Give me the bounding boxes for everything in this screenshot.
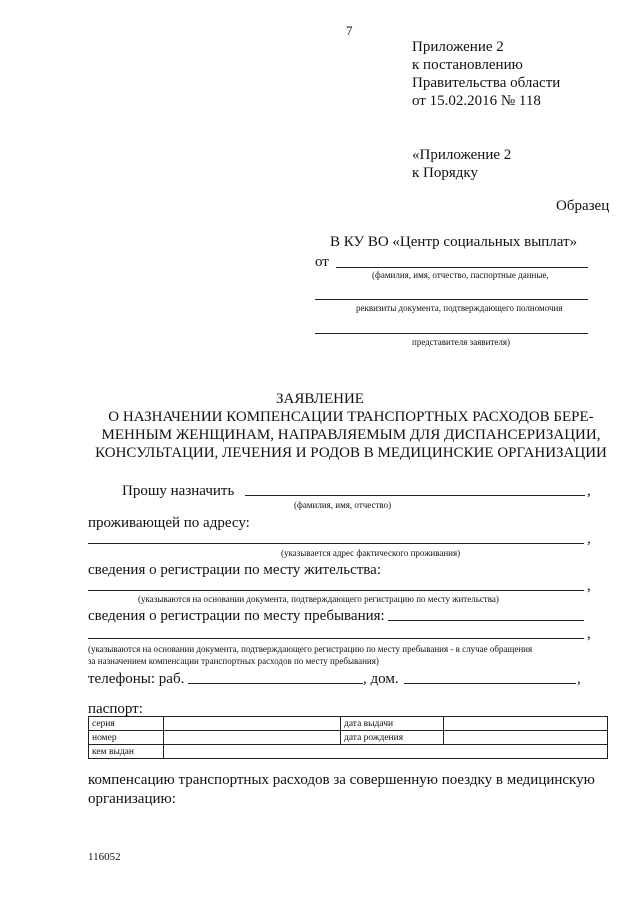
table-row [89,731,608,745]
appendix-header-line3: Правительства области [412,75,561,91]
addressee-line-2[interactable] [315,299,588,300]
fio-hint: (фамилия, имя, отчество) [294,500,392,510]
issued-by-label: кем выдан [89,745,164,759]
home-phone-label: , дом. [363,671,399,687]
table-row [89,745,608,759]
issue-date-label: дата выдачи [341,717,444,731]
page-number: 7 [346,23,353,38]
stay-comma: , [587,626,591,642]
passport-table [88,716,608,759]
work-phone-field[interactable] [188,683,363,684]
document-subtitle-line3: КОНСУЛЬТАЦИИ, ЛЕЧЕНИЯ И РОДОВ В МЕДИЦИНСКИЕ ОРГАНИЗАЦИИ [95,445,607,461]
document-subtitle-line2: МЕННЫМ ЖЕНЩИНАМ, НАПРАВЛЯЕМЫМ ДЛЯ ДИСПАНСЕРИЗАЦИИ, [101,427,601,443]
residence-label: сведения о регистрации по месту жительства: [88,562,381,578]
number-field[interactable] [164,731,341,745]
residence-comma: , [587,578,591,594]
address-field[interactable] [88,543,584,544]
address-label: проживающей по адресу: [88,515,250,531]
compensation-line1: компенсацию транспортных расходов за совершенную поездку в медицинскую [88,772,595,788]
birth-date-label: дата рождения [341,731,444,745]
phones-label: телефоны: раб. [88,671,185,687]
phones-comma: , [577,671,581,687]
document-title: ЗАЯВЛЕНИЕ [276,391,364,407]
fio-field[interactable] [245,495,585,496]
addressee-hint-3: представителя заявителя) [412,337,510,347]
birth-date-field[interactable] [444,731,608,745]
appendix-order-line2: к Порядку [412,165,478,181]
appendix-header-line2: к постановлению [412,57,523,73]
stay-hint-1: (указываются на основании документа, подтверждающего регистрацию по месту пребывания - в случае обращения [88,644,533,654]
address-comma: , [587,531,591,547]
addressee-hint-1: (фамилия, имя, отчество, паспортные данные, [372,270,549,280]
stay-field-1[interactable] [388,620,584,621]
issued-by-field[interactable] [164,745,608,759]
footer-code: 116052 [88,851,121,863]
stay-label: сведения о регистрации по месту пребывания: [88,608,385,624]
compensation-line2: организацию: [88,791,176,807]
issue-date-field[interactable] [444,717,608,731]
request-label: Прошу назначить [122,483,235,499]
addressee-to: В КУ ВО «Центр социальных выплат» [330,234,578,250]
addressee-line-3[interactable] [315,333,588,334]
stay-hint-2: за назначением компенсации транспортных расходов по месту пребывания) [88,656,379,666]
number-label: номер [89,731,164,745]
residence-field[interactable] [88,590,584,591]
addressee-line-1[interactable] [336,267,588,268]
passport-label: паспорт: [88,701,143,717]
stay-field-2[interactable] [88,638,584,639]
series-label: серия [89,717,164,731]
table-row [89,717,608,731]
fio-comma: , [587,483,591,499]
home-phone-field[interactable] [404,683,576,684]
addressee-from-label: от [315,254,329,270]
addressee-hint-2: реквизиты документа, подтверждающего полномочия [356,303,563,313]
appendix-header-line4: от 15.02.2016 № 118 [412,93,541,109]
series-field[interactable] [164,717,341,731]
appendix-header-line1: Приложение 2 [412,39,504,55]
appendix-order-line1: «Приложение 2 [412,147,512,163]
residence-hint: (указываются на основании документа, подтверждающего регистрацию по месту жительства) [138,594,499,604]
sample-label: Образец [556,198,610,214]
document-subtitle-line1: О НАЗНАЧЕНИИ КОМПЕНСАЦИИ ТРАНСПОРТНЫХ РАСХОДОВ БЕРЕ- [108,409,594,425]
address-hint: (указывается адрес фактического проживания) [281,548,461,558]
